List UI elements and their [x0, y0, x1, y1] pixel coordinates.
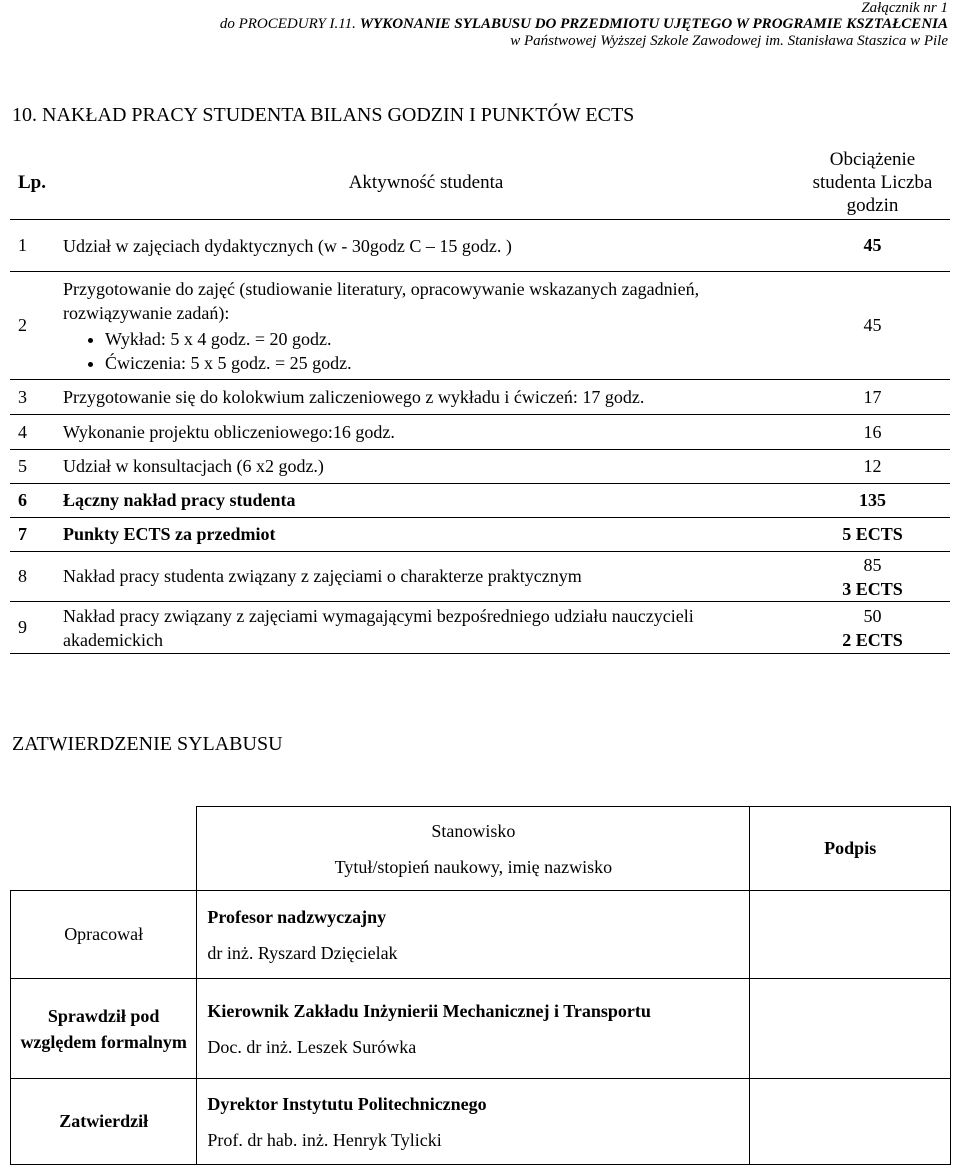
empty-cell: [11, 807, 197, 891]
approval-table: [10, 806, 951, 1165]
table-row-total: [10, 484, 950, 518]
row-lp: 8: [10, 552, 53, 602]
header-procedure-prefix: do PROCEDURY I.11.: [219, 16, 356, 32]
activity-bullet: • Ćwiczenia: 5 x 5 godz. = 25 godz.: [105, 351, 789, 375]
row-load-cell: [795, 552, 950, 602]
workload-table: [10, 146, 950, 654]
row-lp: 4: [10, 415, 53, 450]
row-load-ects: 3 ECTS: [842, 578, 903, 599]
row-load: 45: [795, 272, 950, 380]
row-load-hours: 85: [863, 554, 882, 575]
header-institution: w Państwowej Wyższej Szkole Zawodowej im. Stanisława Staszica w Pile: [510, 33, 948, 49]
row-load-cell: [795, 602, 950, 654]
row-activity: Nakład pracy związany z zajęciami wymagającymi bezpośredniego udziału nauczycieli akademickich: [53, 602, 795, 654]
row-load: 12: [795, 450, 950, 484]
approval-person: [197, 891, 750, 979]
approval-role: Sprawdził pod względem formalnym: [11, 979, 197, 1079]
row-load: 17: [795, 380, 950, 415]
row-activity: Punkty ECTS za przedmiot: [53, 518, 795, 552]
row-lp: 5: [10, 450, 53, 484]
table-row: [10, 552, 950, 602]
approval-person: [197, 979, 750, 1079]
header-procedure-title: WYKONANIE SYLABUSU DO PRZEDMIOTU UJĘTEGO W PROGRAMIE KSZTAŁCENIA: [359, 16, 948, 32]
approval-role: Zatwierdził: [11, 1079, 197, 1165]
approval-name: dr inż. Ryszard Dzięcielak: [207, 942, 398, 963]
approval-position: Profesor nadzwyczajny: [207, 906, 387, 927]
row-activity: Łączny nakład pracy studenta: [53, 484, 795, 518]
row-load: 45: [795, 220, 950, 272]
row-activity-cell: [53, 272, 795, 380]
row-lp: 6: [10, 484, 53, 518]
activity-bullet-list: [63, 327, 789, 375]
approval-role: Opracował: [11, 891, 197, 979]
row-load-hours: 50: [863, 605, 882, 626]
row-activity: Przygotowanie się do kolokwium zaliczeniowego z wykładu i ćwiczeń: 17 godz.: [53, 380, 795, 415]
col-header-load: Obciążenie studenta Liczba godzin: [795, 146, 950, 220]
table-row: [10, 220, 950, 272]
approval-row: [11, 1079, 951, 1165]
approval-person: [197, 1079, 750, 1165]
row-lp: 9: [10, 602, 53, 654]
col-header-name: Tytuł/stopień naukowy, imię nazwisko: [334, 856, 613, 877]
table-row: [10, 380, 950, 415]
approval-row: [11, 891, 951, 979]
header-attachment-label: Załącznik nr 1: [861, 0, 948, 16]
row-activity: Przygotowanie do zajęć (studiowanie literatury, opracowywanie wskazanych zagadnień, rozwiązywanie zadań):: [63, 278, 700, 323]
col-header-position: Stanowisko: [431, 820, 516, 841]
approval-name: Prof. dr hab. inż. Henryk Tylicki: [207, 1129, 442, 1150]
approval-header-cell: [197, 807, 750, 891]
approval-row: [11, 979, 951, 1079]
section-title-workload: 10. NAKŁAD PRACY STUDENTA BILANS GODZIN I PUNKTÓW ECTS: [12, 104, 635, 126]
row-lp: 1: [10, 220, 53, 272]
workload-header-row: [10, 146, 950, 220]
approval-name: Doc. dr inż. Leszek Surówka: [207, 1036, 417, 1057]
approval-header-row: [11, 807, 951, 891]
col-header-activity: Aktywność studenta: [53, 146, 795, 220]
row-load: 135: [795, 484, 950, 518]
signature-cell: [750, 979, 951, 1079]
signature-cell: [750, 891, 951, 979]
row-lp: 7: [10, 518, 53, 552]
col-header-signature: Podpis: [750, 807, 951, 891]
section-title-approval: ZATWIERDZENIE SYLABUSU: [12, 733, 283, 755]
approval-position: Dyrektor Instytutu Politechnicznego: [207, 1093, 487, 1114]
table-row-ects: [10, 518, 950, 552]
row-activity: Nakład pracy studenta związany z zajęciami o charakterze praktycznym: [53, 552, 795, 602]
row-load: 16: [795, 415, 950, 450]
row-lp: 2: [10, 272, 53, 380]
header-procedure-line: [220, 16, 948, 32]
table-row: [10, 450, 950, 484]
col-header-lp: Lp.: [10, 146, 53, 220]
table-row: [10, 272, 950, 380]
approval-position: Kierownik Zakładu Inżynierii Mechanicznej i Transportu: [207, 1000, 651, 1021]
activity-bullet: • Wykład: 5 x 4 godz. = 20 godz.: [105, 327, 789, 351]
row-activity: Udział w konsultacjach (6 x2 godz.): [53, 450, 795, 484]
table-row: [10, 602, 950, 654]
row-load-ects: 2 ECTS: [842, 629, 903, 650]
row-activity: Wykonanie projektu obliczeniowego:16 godz.: [53, 415, 795, 450]
table-row: [10, 415, 950, 450]
row-activity: Udział w zajęciach dydaktycznych (w - 30godz C – 15 godz. ): [53, 220, 795, 272]
signature-cell: [750, 1079, 951, 1165]
row-load: 5 ECTS: [795, 518, 950, 552]
row-lp: 3: [10, 380, 53, 415]
